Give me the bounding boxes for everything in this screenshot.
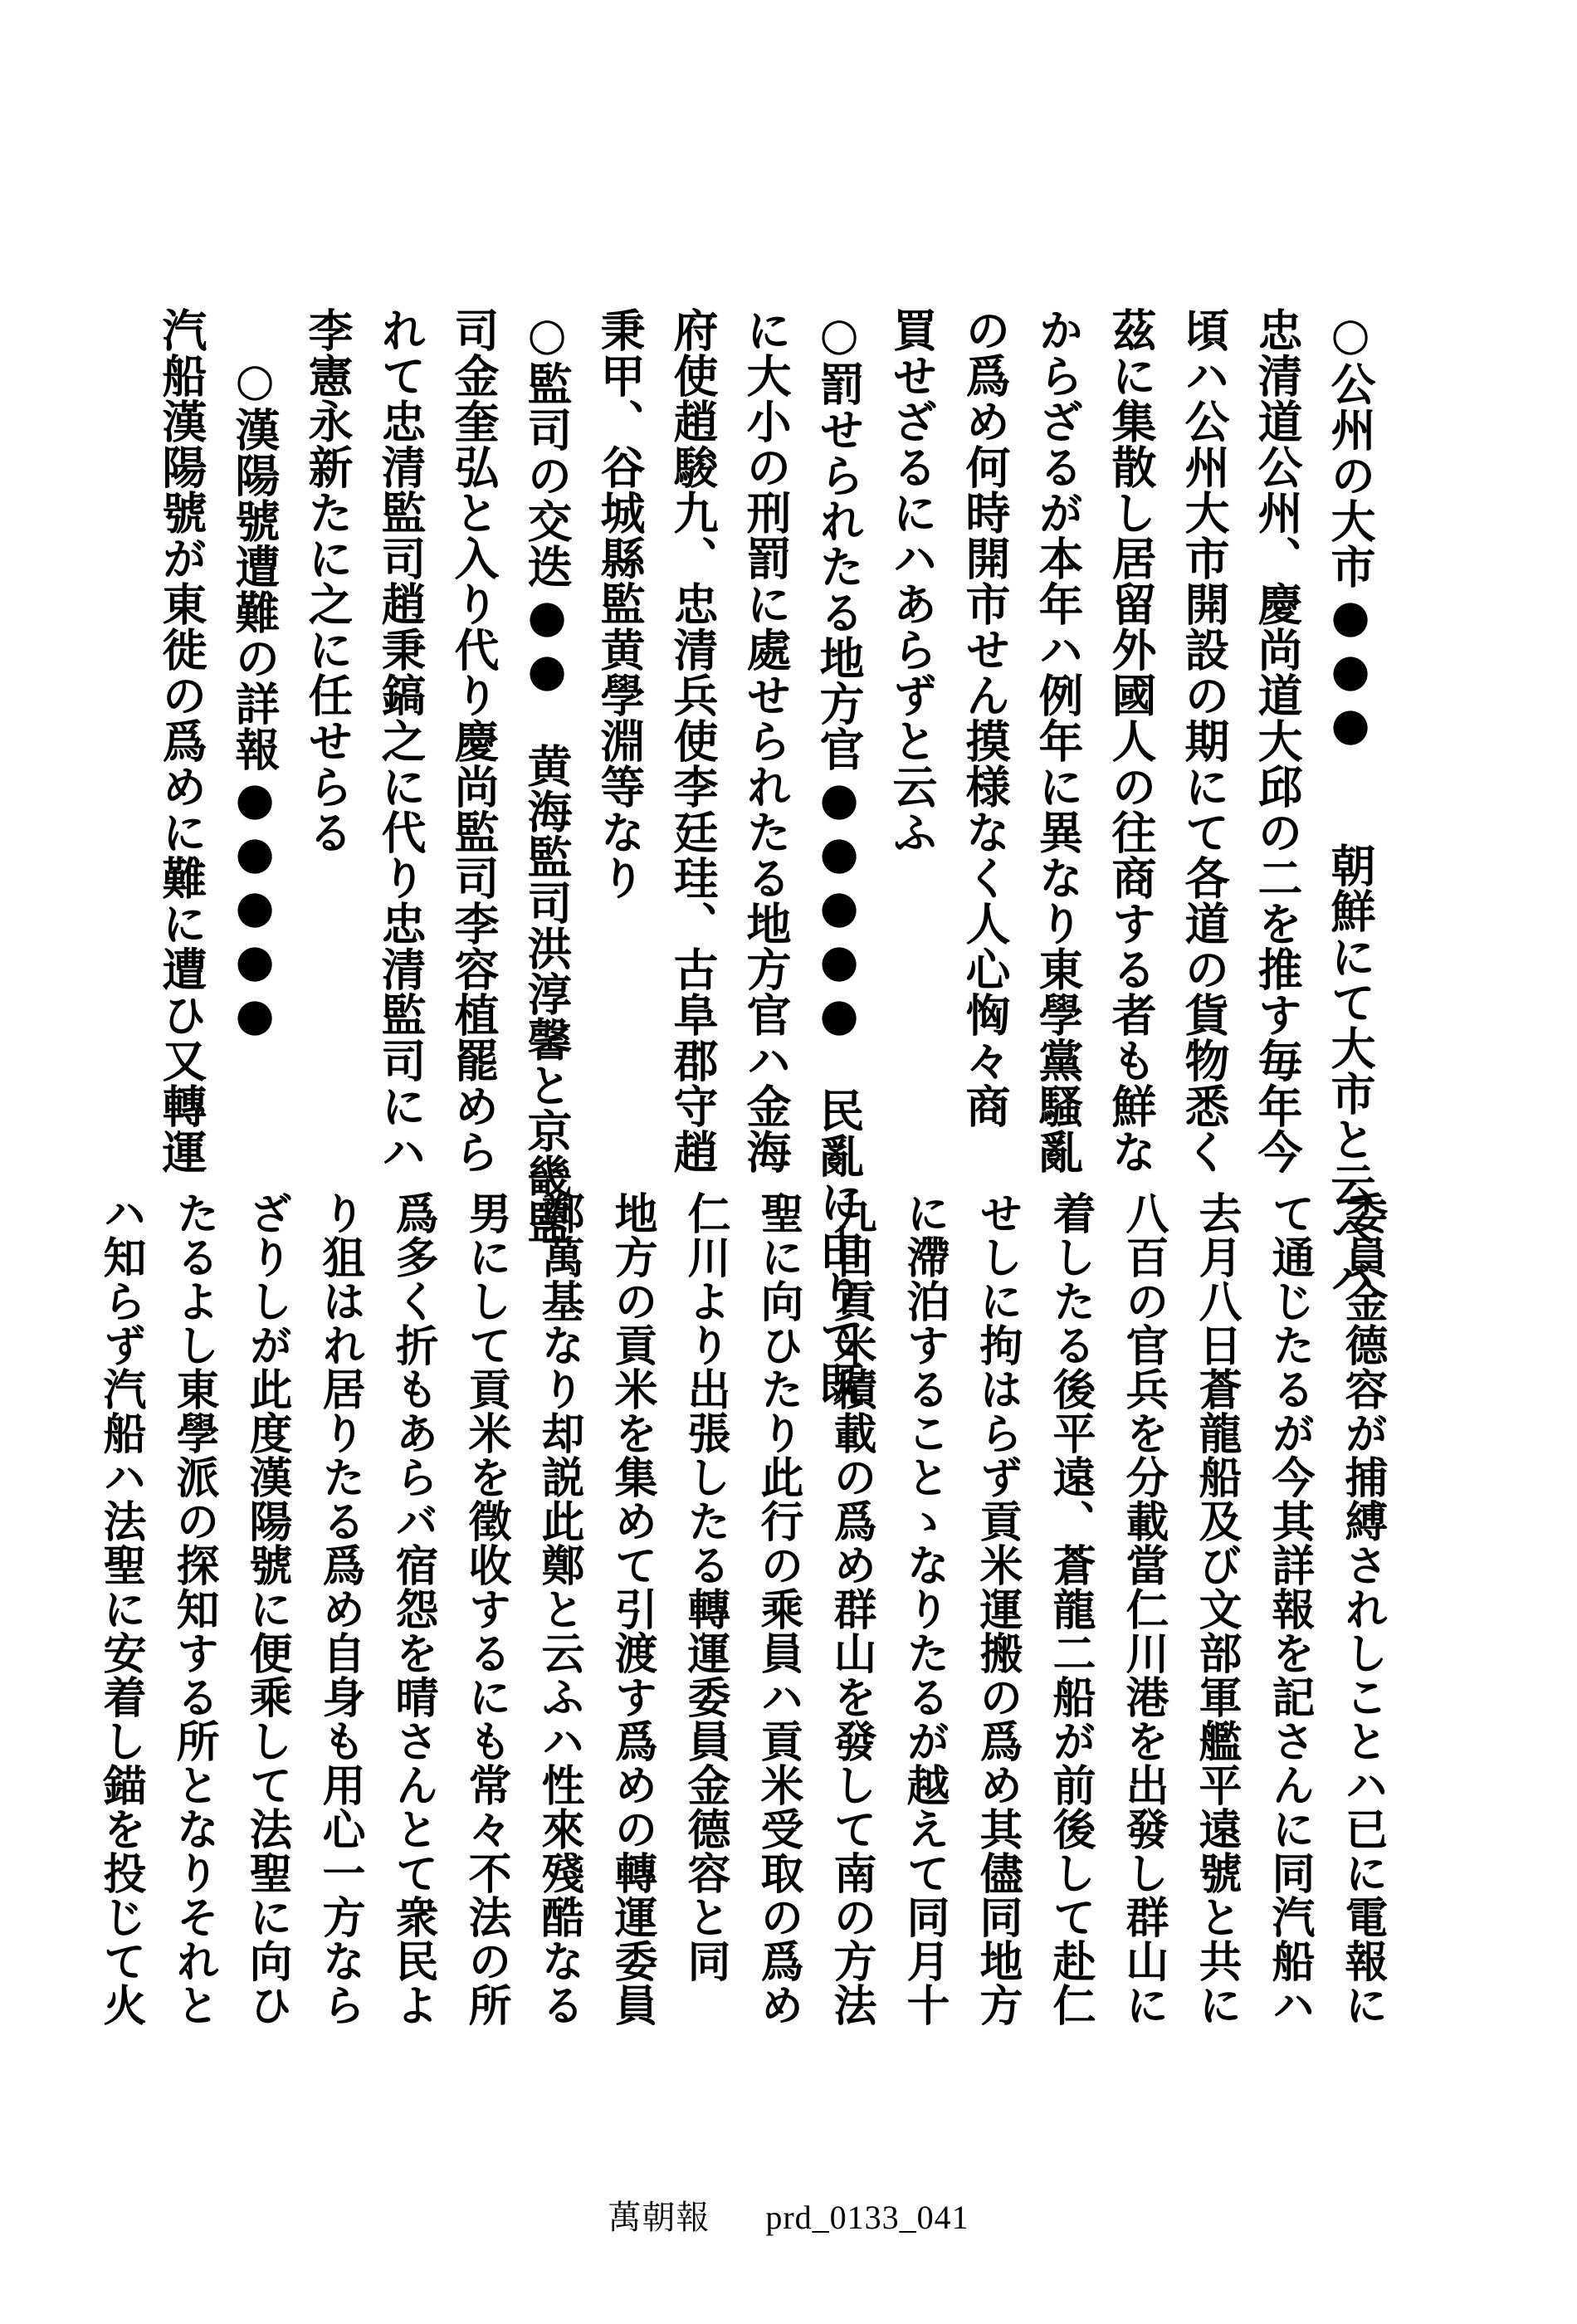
- text-column: 着したる後平遠、蒼龍二船が前後して赴仁: [1045, 1191, 1096, 2027]
- text-column: ざりしが此度漢陽號に便乘して法聖に向ひ: [242, 1191, 292, 2027]
- text-column: て通じたるが今其詳報を記さんに同汽船ハ: [1264, 1191, 1315, 2027]
- text-column: れて忠清監司趙秉鎬之に代り忠清監司にハ: [374, 307, 427, 1174]
- upper-text-block: [155, 307, 1386, 1407]
- text-column: 聖に向ひたり此行の乘員ハ貢米受取の爲め: [753, 1191, 803, 2027]
- publication-name: 萬朝報: [608, 2199, 710, 2236]
- text-column: 去月八日蒼龍船及び文部軍艦平遠號と共に: [1191, 1191, 1242, 2027]
- text-column: 地方の貢米を集めて引渡す爲めの轉運委員: [607, 1191, 657, 2027]
- text-column: 九日貢米積載の爲め群山を發して南の方法: [826, 1191, 876, 2027]
- text-column: 司金奎弘と入り代り慶尚監司李容植罷めら: [447, 307, 500, 1174]
- text-column: からざるが本年ハ例年に異なり東學黨騷亂: [1032, 307, 1085, 1174]
- text-column: 汽船漢陽號が東徙の爲めに難に遭ひ又轉運: [155, 307, 208, 1174]
- text-column: 仁川より出張したる轉運委員金德容と同: [680, 1191, 730, 1983]
- text-column: 男にして貢米を徵收するにも常々不法の所: [461, 1191, 511, 2027]
- text-column: に大小の刑罰に處せられたる地方官ハ金海: [740, 307, 793, 1174]
- text-column: ○罰せられたる地方官●●●●● 民亂に由りて既: [813, 307, 866, 1407]
- text-column: ハ知らず汽船ハ法聖に安着し錨を投じて火: [95, 1191, 146, 2027]
- text-column: の爲め何時開市せん摸様なく人心恟々商: [959, 307, 1012, 1129]
- text-column: ○監司の交迭●● 黄海監司洪淳馨と京畿監: [520, 307, 574, 1245]
- text-column: せしに拘はらず貢米運搬の爲め其儘同地方: [972, 1191, 1023, 2027]
- text-column: 鄭萬基なり却説此鄭と云ふハ性來殘酷なる: [534, 1191, 584, 2027]
- text-column: に滯泊することゝなりたるが越えて同月十: [899, 1191, 950, 2027]
- text-column: 李憲永新たに之に任せらる: [301, 307, 354, 855]
- lower-text-block: [95, 1191, 1399, 2046]
- text-column: 八百の官兵を分載當仁川港を出發し群山に: [1118, 1191, 1169, 2027]
- text-column: 秉甲、谷城縣監黄學淵等なり: [593, 307, 647, 901]
- text-column: 爲多く折もあらバ宿怨を晴さんとて衆民よ: [388, 1191, 438, 2027]
- section-heading-column: ○漢陽號遭難の詳報●●●●●: [228, 307, 281, 1042]
- text-column: 頃ハ公州大市開設の期にて各道の貨物悉く: [1178, 307, 1231, 1174]
- text-column: たるよし東學派の探知する所となりそれと: [168, 1191, 219, 2027]
- text-column: 茲に集散し居留外國人の往商する者も鮮な: [1105, 307, 1158, 1174]
- text-column: 買せざるにハあらずと云ふ: [886, 307, 939, 855]
- page-identifier: prd_0133_041: [765, 2199, 969, 2236]
- text-column: り狙はれ居りたる爲め自身も用心一方なら: [315, 1191, 365, 2027]
- text-column: ○公州の大市●●● 朝鮮にて大市と云へバ: [1324, 307, 1377, 1299]
- text-column: 府使趙駿九、忠清兵使李廷珪、古阜郡守趙: [666, 307, 720, 1174]
- text-column: 委員金德容が捕縛されしことハ已に電報に: [1337, 1191, 1388, 2027]
- page-footer: [0, 2191, 1577, 2239]
- text-column: 忠清道公州、慶尚道大邱の二を推す毎年今: [1251, 307, 1304, 1174]
